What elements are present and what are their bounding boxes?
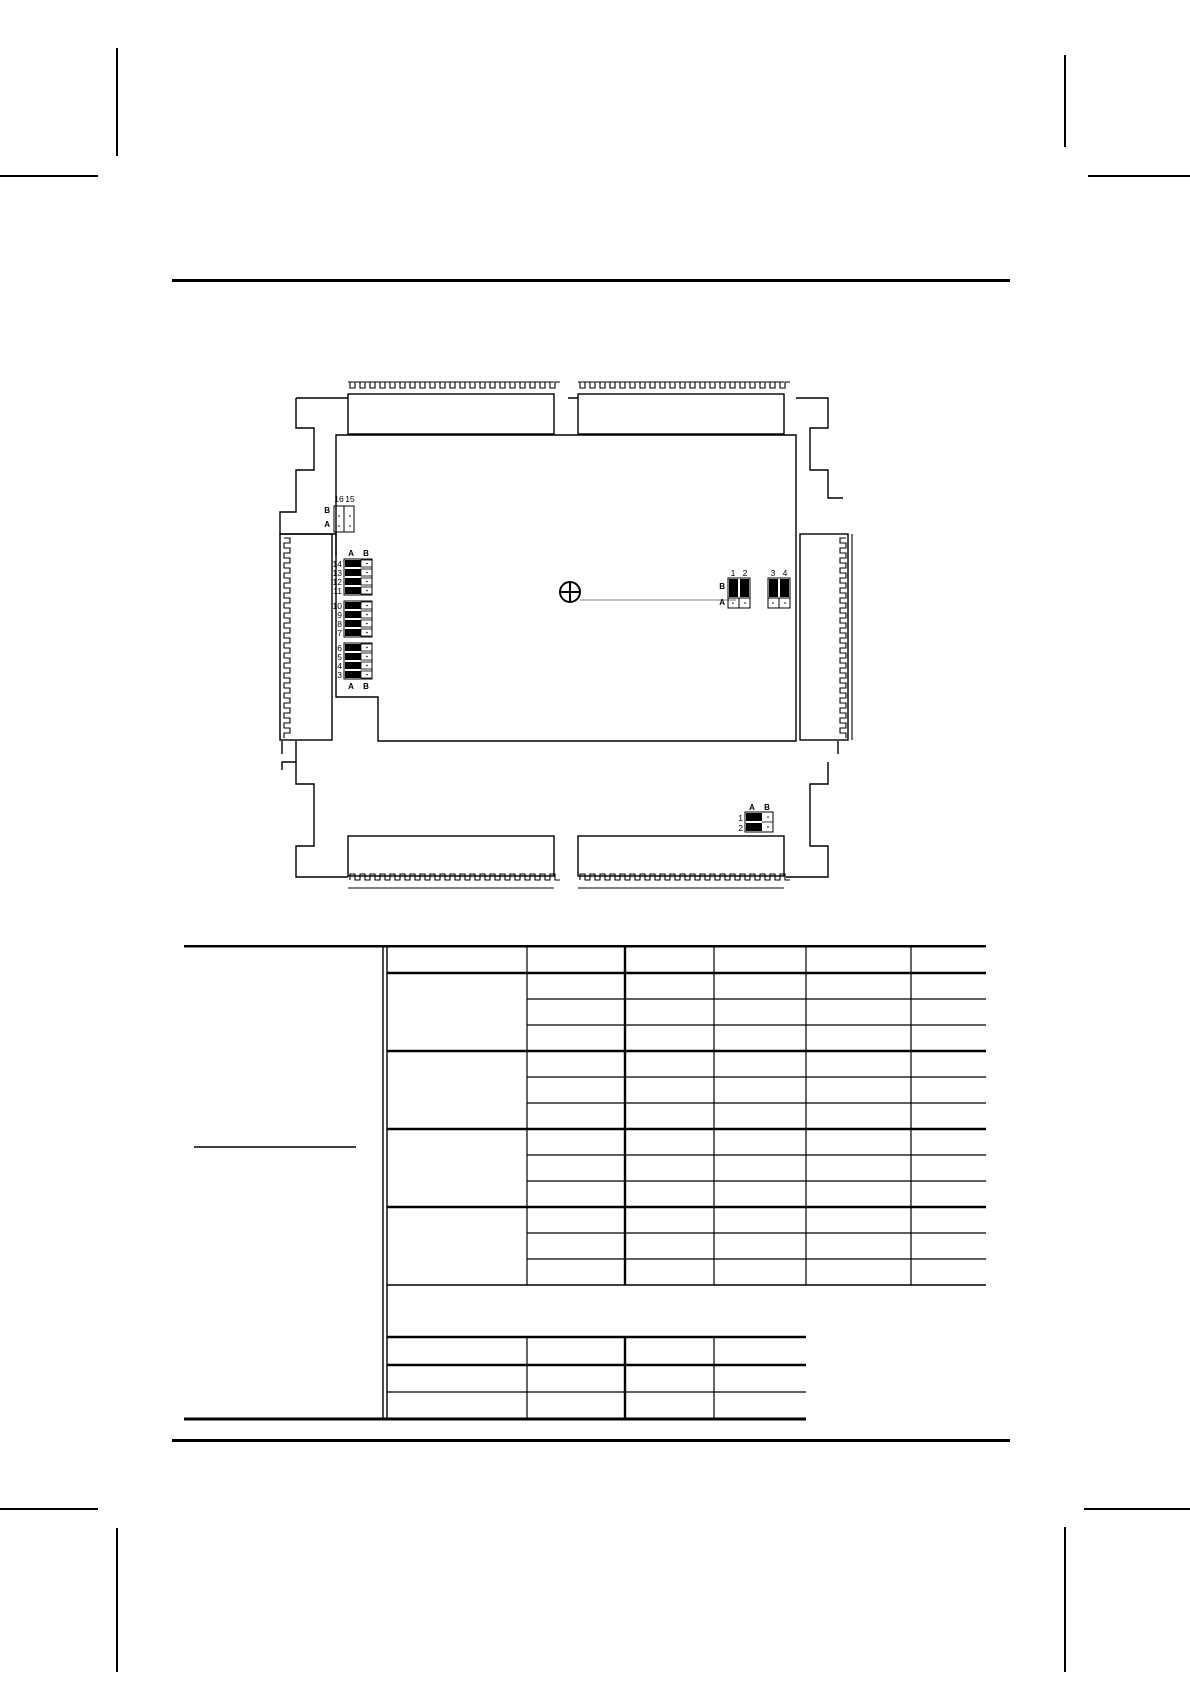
jumper-cap [345, 620, 361, 627]
jumper-col-label: 16 [334, 494, 344, 504]
jumper-col-label: A [348, 549, 354, 558]
jumper-cap [345, 602, 361, 609]
terminal-block-left [280, 534, 332, 740]
jumper-cap [345, 629, 361, 636]
board-housing-outline [280, 398, 843, 556]
jumper-row-label: A [719, 598, 725, 607]
jumper-cap [345, 587, 361, 594]
jumper-number-label: 5 [337, 652, 342, 662]
terminal-block-top-left [348, 394, 554, 434]
jumper-col-label: B [764, 803, 770, 812]
jumper-cap [345, 611, 361, 618]
terminal-block-bottom-right [578, 836, 784, 876]
jumper-row-label: B [324, 506, 330, 515]
jumper-number-label: 7 [337, 628, 342, 638]
jumper-number-label: 11 [333, 586, 342, 596]
jumper-col-label: 15 [345, 494, 355, 504]
spec-table-lines [184, 945, 986, 1421]
jumper-cap [345, 671, 361, 678]
jumper-bank-left [333, 549, 372, 691]
board-component-area [336, 435, 796, 741]
terminal-block-top-right [578, 394, 784, 434]
jumper-cap [345, 653, 361, 660]
footer-rule [172, 1439, 1010, 1442]
jumper-row-label: B [719, 582, 725, 591]
jumper-cap [345, 578, 361, 585]
jumper-cap [345, 560, 361, 567]
spec-table [184, 945, 986, 1421]
jumper-number-label: 12 [332, 577, 342, 587]
jumper-bank-right [719, 568, 790, 608]
jumper-number-label: 9 [337, 610, 342, 620]
jumper-col-label: A [749, 803, 755, 812]
jumper-bank-bottom [738, 803, 773, 833]
jumper-col-label: 2 [742, 568, 748, 578]
crop-mark-bottom-right-vertical [1064, 1527, 1066, 1672]
jumper-cap [345, 644, 361, 651]
jumper-col-label: B [363, 549, 369, 558]
jumper-col-label: 4 [782, 568, 788, 578]
jumper-col-label: A [348, 682, 354, 691]
crop-mark-bottom-right-horizontal [1084, 1508, 1190, 1510]
crop-mark-bottom-left-horizontal [0, 1508, 98, 1510]
jumper-col-label: B [363, 682, 369, 691]
jumper-row-label: 1 [738, 813, 743, 823]
jumper-col-label: 3 [770, 568, 776, 578]
jumper-cap [345, 569, 361, 576]
jumper-number-label: 14 [332, 559, 342, 569]
crop-mark-bottom-left-vertical [116, 1528, 118, 1672]
jumper-row-label: A [324, 520, 330, 529]
jumper-number-label: 3 [337, 670, 342, 680]
jumper-16-15 [324, 494, 355, 532]
jumper-cap [345, 662, 361, 669]
jumper-number-label: 13 [332, 568, 342, 578]
jumper-number-label: 4 [337, 661, 342, 671]
jumper-number-label: 6 [337, 643, 342, 653]
mounting-hole-icon [560, 582, 580, 602]
jumper-number-label: 8 [337, 619, 342, 629]
terminal-block-bottom-left [348, 836, 554, 876]
jumper-row-label: 2 [738, 823, 743, 833]
jumper-col-label: 1 [730, 568, 736, 578]
terminal-block-right [800, 534, 848, 740]
jumper-number-label: 10 [332, 601, 342, 611]
